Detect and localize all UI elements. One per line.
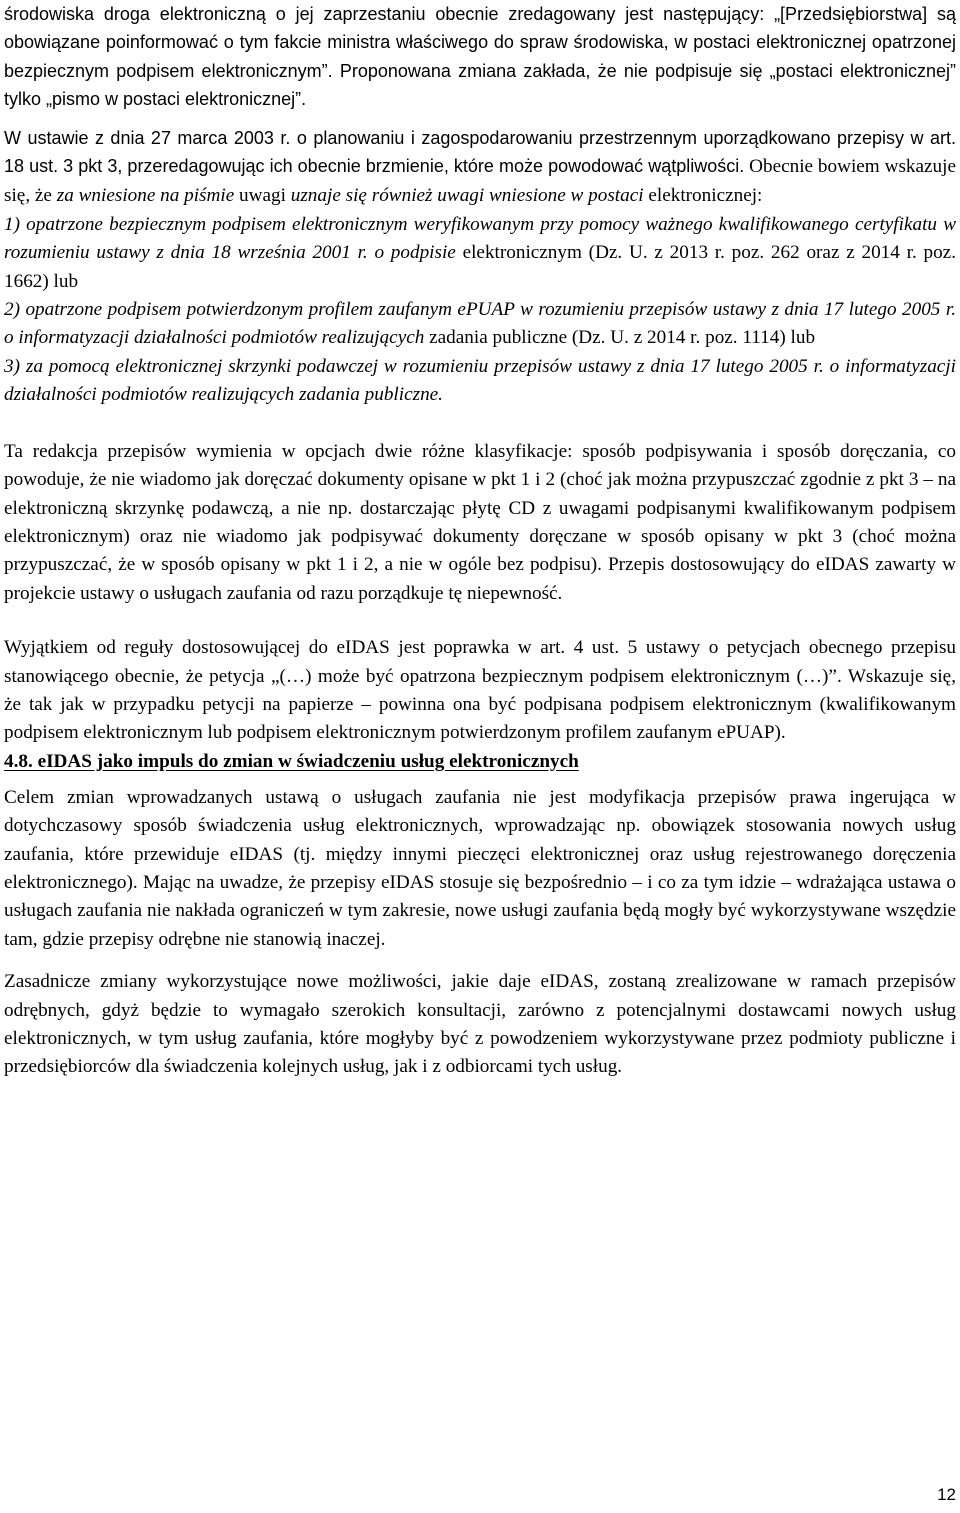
paragraph-wyjatek: Wyjątkiem od reguły dostosowującej do eIDAS jest poprawka w art. 4 ust. 5 ustawy o petycjach obecnego przepisu stanowiącego obecnie, że petycja „(…) może być opatrzona bezpiecznym podpisem elektronicznym (…)”. Wskazuje się, że tak jak w przypadku petycji na papierze – powinna ona być podpisana podpisem elektronicznym (kwalifikowanym podpisem elektronicznym lub podpisem elektronicznym potwierdzonym profilem zaufanym ePUAP). [4,637,956,744]
list-item-1-normal: elektronicznym (Dz. U. z 2013 r. poz. 262 oraz z 2014 r. poz. 1662) lub [4,242,956,292]
paragraph-ustawa-planowanie [4,124,956,211]
list-item-1-italic: 1) opatrzone bezpiecznym podpisem elektronicznym weryfikowanym przy pomocy ważnego kwalifikowanego certyfikatu w rozumieniu ustawy z dnia 18 września 2001 r. o podpisie [4,213,956,264]
paragraph-ustawa-planowanie-part-f: elektronicznej: [643,185,763,207]
paragraph-ustawa-planowanie-part-a: W ustawie z dnia 27 marca 2003 r. o planowaniu i zagospodarowaniu przestrzennym uporządkowano przepisy w art. 18 ust. 3 pkt 3, przeredagowując ich obecnie brzmienie, które może powodować wątpliwości. [4,127,956,177]
paragraph-ustawa-planowanie-part-d: uwagi [234,185,291,207]
list-item-3-italic: 3) za pomocą elektronicznej skrzynki podawczej w rozumieniu przepisów ustawy z dnia 17 lutego 2005 r. o informatyzacji działalności podmiotów realizujących zadania publiczne. [4,355,956,406]
paragraph-ustawa-planowanie-italic-2: uznaje się również uwagi wniesione w postaci [290,185,644,207]
paragraph-redakcja: Ta redakcja przepisów wymienia w opcjach dwie różne klasyfikacje: sposób podpisywania i sposób doręczania, co powoduje, że nie wiadomo jak doręczać dokumenty opisane w pkt 1 i 2 (choć jak można przypuszczać zgodnie z pkt 3 – na elektroniczną skrzynkę podawczą, a nie np. dostarczając płytę CD z uwagami podpisanymi kwalifikowanym podpisem elektronicznym) oraz nie wiadomo jak podpisywać dokumenty doręczane w sposób opisany w pkt 3 (choć można przypuszczać, że w sposób opisany w pkt 1 i 2, a nie w ogóle bez podpisu). Przepis dostosowujący do eIDAS zawarty w projekcie ustawy o usługach zaufania od razu porządkuje tę niepewność. [4,440,956,604]
page-number: 12 [937,1485,956,1504]
paragraph-intro: środowiska droga elektroniczną o jej zaprzestaniu obecnie zredagowany jest następujący: „[Przedsiębiorstwa] są obowiązane poinformować o tym fakcie ministra właściwego do spraw środowiska, w postaci elektronicznej opatrzonej bezpiecznym podpisem elektronicznym”. Proponowana zmiana zakłada, że nie podpisuje się „postaci elektronicznej” tylko „pismo w postaci elektronicznej”. [4,4,956,110]
paragraph-cel-zmian: Celem zmian wprowadzanych ustawą o usługach zaufania nie jest modyfikacja przepisów prawa ingerująca w dotychczasowy sposób świadczenia usług elektronicznych, wprowadzając np. obowiązek stosowania nowych usług zaufania, które przewiduje eIDAS (tj. między innymi pieczęci elektronicznej oraz usług rejestrowanego doręczenia elektronicznego). Mając na uwadze, że przepisy eIDAS stosuje się bezpośrednio – i co za tym idzie – wdrażająca ustawa o usługach zaufania nie nakłada ograniczeń w tym zakresie, nowe usługi zaufania będą mogły być wykorzystywane wszędzie tam, gdzie przepisy odrębne nie stanowią inaczej. [4,786,956,950]
document-page [4,0,956,1513]
list-item-2-normal: zadania publiczne (Dz. U. z 2014 r. poz. 1114) lub [424,327,816,349]
paragraph-ustawa-planowanie-part-b: Obecnie bowiem wskazuje się, że [4,156,956,207]
section-heading: 4.8. eIDAS jako impuls do zmian w świadczeniu usług elektronicznych [4,750,579,772]
paragraph-ustawa-planowanie-italic-1: za wniesione na piśmie [56,185,235,207]
list-item-3 [4,353,956,410]
paragraph-zasadnicze-zmiany: Zasadnicze zmiany wykorzystujące nowe możliwości, jakie daje eIDAS, zostaną zrealizowane w ramach przepisów odrębnych, gdyż będzie to wymagało szerokich konsultacji, zarówno z potencjalnymi dostawcami nowych usług elektronicznych, w tym usług zaufania, które mogłyby być z powodzeniem wykorzystywane przez podmioty publiczne i przedsiębiorców dla świadczenia kolejnych usług, jak i z odbiorcami tych usług. [4,971,956,1078]
list-item-2 [4,296,956,353]
list-item-1 [4,211,956,296]
list-item-2-italic: 2) opatrzone podpisem potwierdzonym profilem zaufanym ePUAP w rozumieniu przepisów ustawy z dnia 17 lutego 2005 r. o informatyzacji działalności podmiotów realizujących [4,299,956,349]
